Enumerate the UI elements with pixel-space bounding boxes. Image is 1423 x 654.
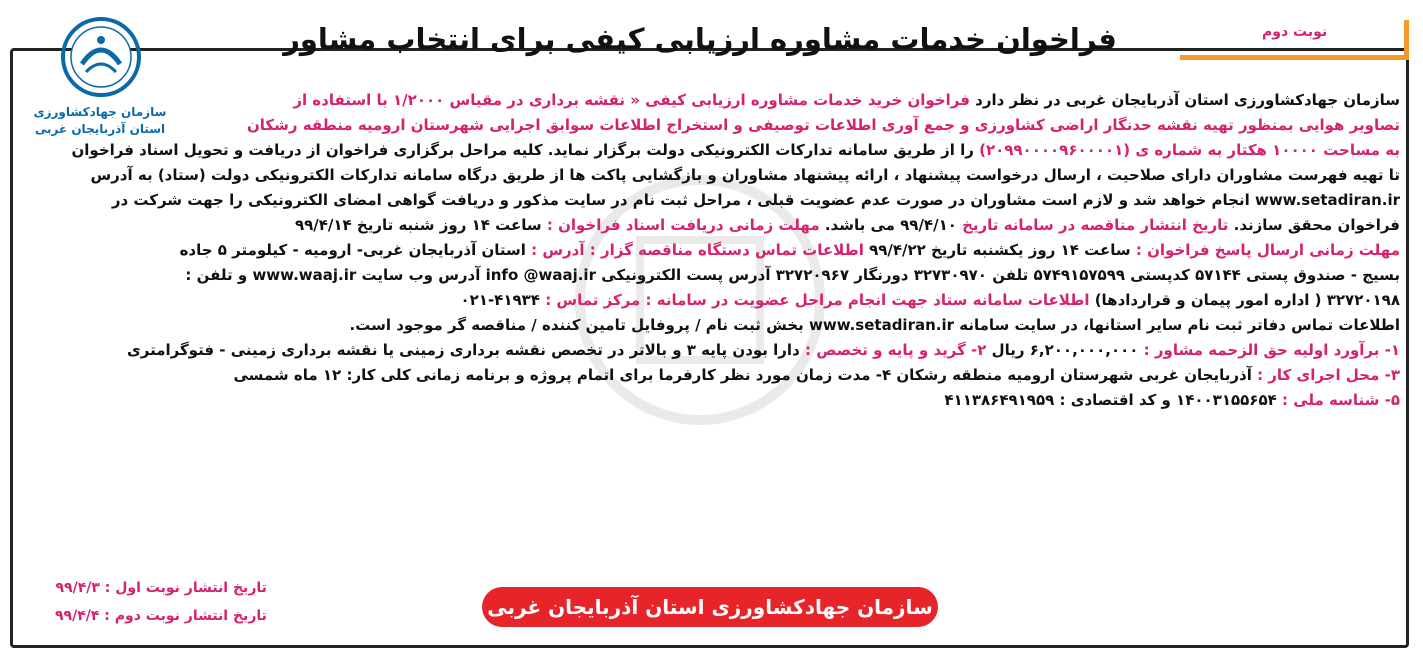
body-text: ساعت ۱۴ روز یکشنبه تاریخ ۹۹/۴/۲۲: [863, 241, 1136, 259]
footer-org-badge: سازمان جهادکشاورزی استان آذربایجان غربی: [482, 587, 938, 627]
body-line-9: [22, 288, 1400, 313]
body-line-13: [22, 388, 1400, 413]
body-text: فراخوان محقق سازند.: [1228, 216, 1400, 234]
jahad-logo-icon: [60, 16, 142, 98]
orange-accent-bar: [1180, 55, 1409, 60]
body-highlight: فراخوان خرید خدمات مشاوره ارزیابی کیفی « نقشه برداری در مقیاس ۱/۲۰۰۰ با استفاده از: [293, 91, 970, 109]
body-line-6: [22, 213, 1400, 238]
notice-body: [22, 88, 1400, 413]
orange-accent-side: [1404, 20, 1409, 60]
body-line-3: [22, 138, 1400, 163]
body-text: ۶,۲۰۰,۰۰۰,۰۰۰ ریال: [986, 341, 1144, 359]
body-text: ۹۹/۴/۱۰ می باشد.: [819, 216, 957, 234]
body-text: دارا بودن پایه ۳ و بالاتر در تخصص نقشه برداری زمینی یا نقشه برداری زمینی - فتوگرامتری: [127, 341, 805, 359]
publication-date-second: تاریخ انتشار نوبت دوم : ۹۹/۴/۴: [55, 608, 267, 624]
body-line-4: تا تهیه فهرست مشاوران دارای صلاحیت ، ارسال درخواست پیشنهاد ، ارائه پیشنهاد مشاوران و بازگشایی پاکت ها از طریق درگاه سامانه تدارکات الکترونیکی دولت (ستاد) به آدرس: [90, 166, 1400, 184]
body-text: ۴- مدت زمان مورد نظر کارفرما برای اتمام پروژه و برنامه زمانی کلی کار: ۱۲ ماه شمسی: [233, 366, 892, 384]
body-text: ساعت ۱۴ روز شنبه تاریخ ۹۹/۴/۱۴: [294, 216, 547, 234]
body-line-12: [22, 363, 1400, 388]
body-text: ۱۴۰۰۳۱۵۵۶۵۴ و کد اقتصادی : ۴۱۱۳۸۶۴۹۱۹۵۹: [944, 391, 1282, 409]
body-highlight: ۵- شناسه ملی :: [1282, 391, 1400, 409]
body-highlight: اطلاعات سامانه ستاد جهت انجام مراحل عضویت در سامانه : مرکز تماس :: [545, 291, 1090, 309]
body-line-5: www.setadiran.ir انجام خواهد شد و لازم است مشاوران در صورت عدم عضویت قبلی ، مراحل ثبت نام در سایت مذکور و دریافت گواهی امضای الکترونیکی را جهت شرکت در: [111, 191, 1400, 209]
body-line-7: [22, 238, 1400, 263]
body-highlight: به مساحت ۱۰۰۰۰ هکتار به شماره ی (۲۰۹۹۰۰۰۰۹۶۰۰۰۰۱): [979, 141, 1400, 159]
logo-caption-line2: استان آذربایجان غربی: [34, 122, 166, 136]
body-text: را از طریق سامانه تدارکات الکترونیکی دولت برگزار نماید. کلیه مراحل برگزاری فراخوان از دریافت و تحویل اسناد فراخوان: [71, 141, 980, 159]
body-highlight: مهلت زمانی دریافت اسناد فراخوان :: [546, 216, 820, 234]
logo-caption-line1: سازمان جهادکشاورزی: [33, 105, 167, 119]
body-line-2: تصاویر هوایی بمنظور تهیه نقشه حدنگار اراضی کشاورزی و جمع آوری اطلاعات توصیفی و استخراج اطلاعات سوابق اجرایی شهرستان ارومیه منطقه رشکان: [246, 116, 1400, 134]
body-line-8: بسیج - صندوق پستی ۵۷۱۴۴ کدپستی ۵۷۴۹۱۵۷۵۹۹ تلفن ۳۲۷۳۰۹۷۰ دورنگار ۳۲۷۲۰۹۶۷ آدرس پست الکترونیکی info @waaj.ir آدرس وب سایت www.waaj.ir و تلفن :: [185, 266, 1400, 284]
body-line-1: [22, 88, 1400, 113]
body-line-10: اطلاعات تماس دفاتر ثبت نام سایر استانها، در سایت سامانه www.setadiran.ir بخش ثبت نام / پروفایل تامین کننده / مناقصه گر موجود است.: [349, 316, 1400, 334]
body-text: استان آذربایجان غربی- ارومیه - کیلومتر ۵ جاده: [179, 241, 532, 259]
body-highlight: اطلاعات تماس دستگاه مناقصه گزار : آدرس :: [531, 241, 864, 259]
body-text: سازمان جهادکشاورزی استان آذربایجان غربی در نظر دارد: [969, 91, 1400, 109]
body-text: ۴۱۹۳۴-۰۲۱: [460, 291, 546, 309]
body-highlight: تاریخ انتشار مناقصه در سامانه تاریخ: [956, 216, 1229, 234]
body-text: ۳۲۷۲۰۱۹۸ ( اداره امور پیمان و قراردادها): [1089, 291, 1400, 309]
publication-dates: [55, 574, 267, 630]
body-line-11: [22, 338, 1400, 363]
page-title: فراخوان خدمات مشاوره ارزیابی کیفی برای انتخاب مشاور: [283, 22, 1117, 56]
body-highlight: ۲- گرید و پایه و تخصص :: [805, 341, 987, 359]
round-label: نوبت دوم: [1262, 24, 1328, 40]
body-highlight: مهلت زمانی ارسال پاسخ فراخوان :: [1135, 241, 1400, 259]
body-text: آذربایجان غربی شهرستان ارومیه منطقه رشکان: [891, 366, 1258, 384]
body-highlight: ۱- برآورد اولیه حق الزحمه مشاور :: [1143, 341, 1400, 359]
body-highlight: ۳- محل اجرای کار :: [1257, 366, 1400, 384]
publication-date-first: تاریخ انتشار نوبت اول : ۹۹/۴/۳: [55, 580, 267, 596]
